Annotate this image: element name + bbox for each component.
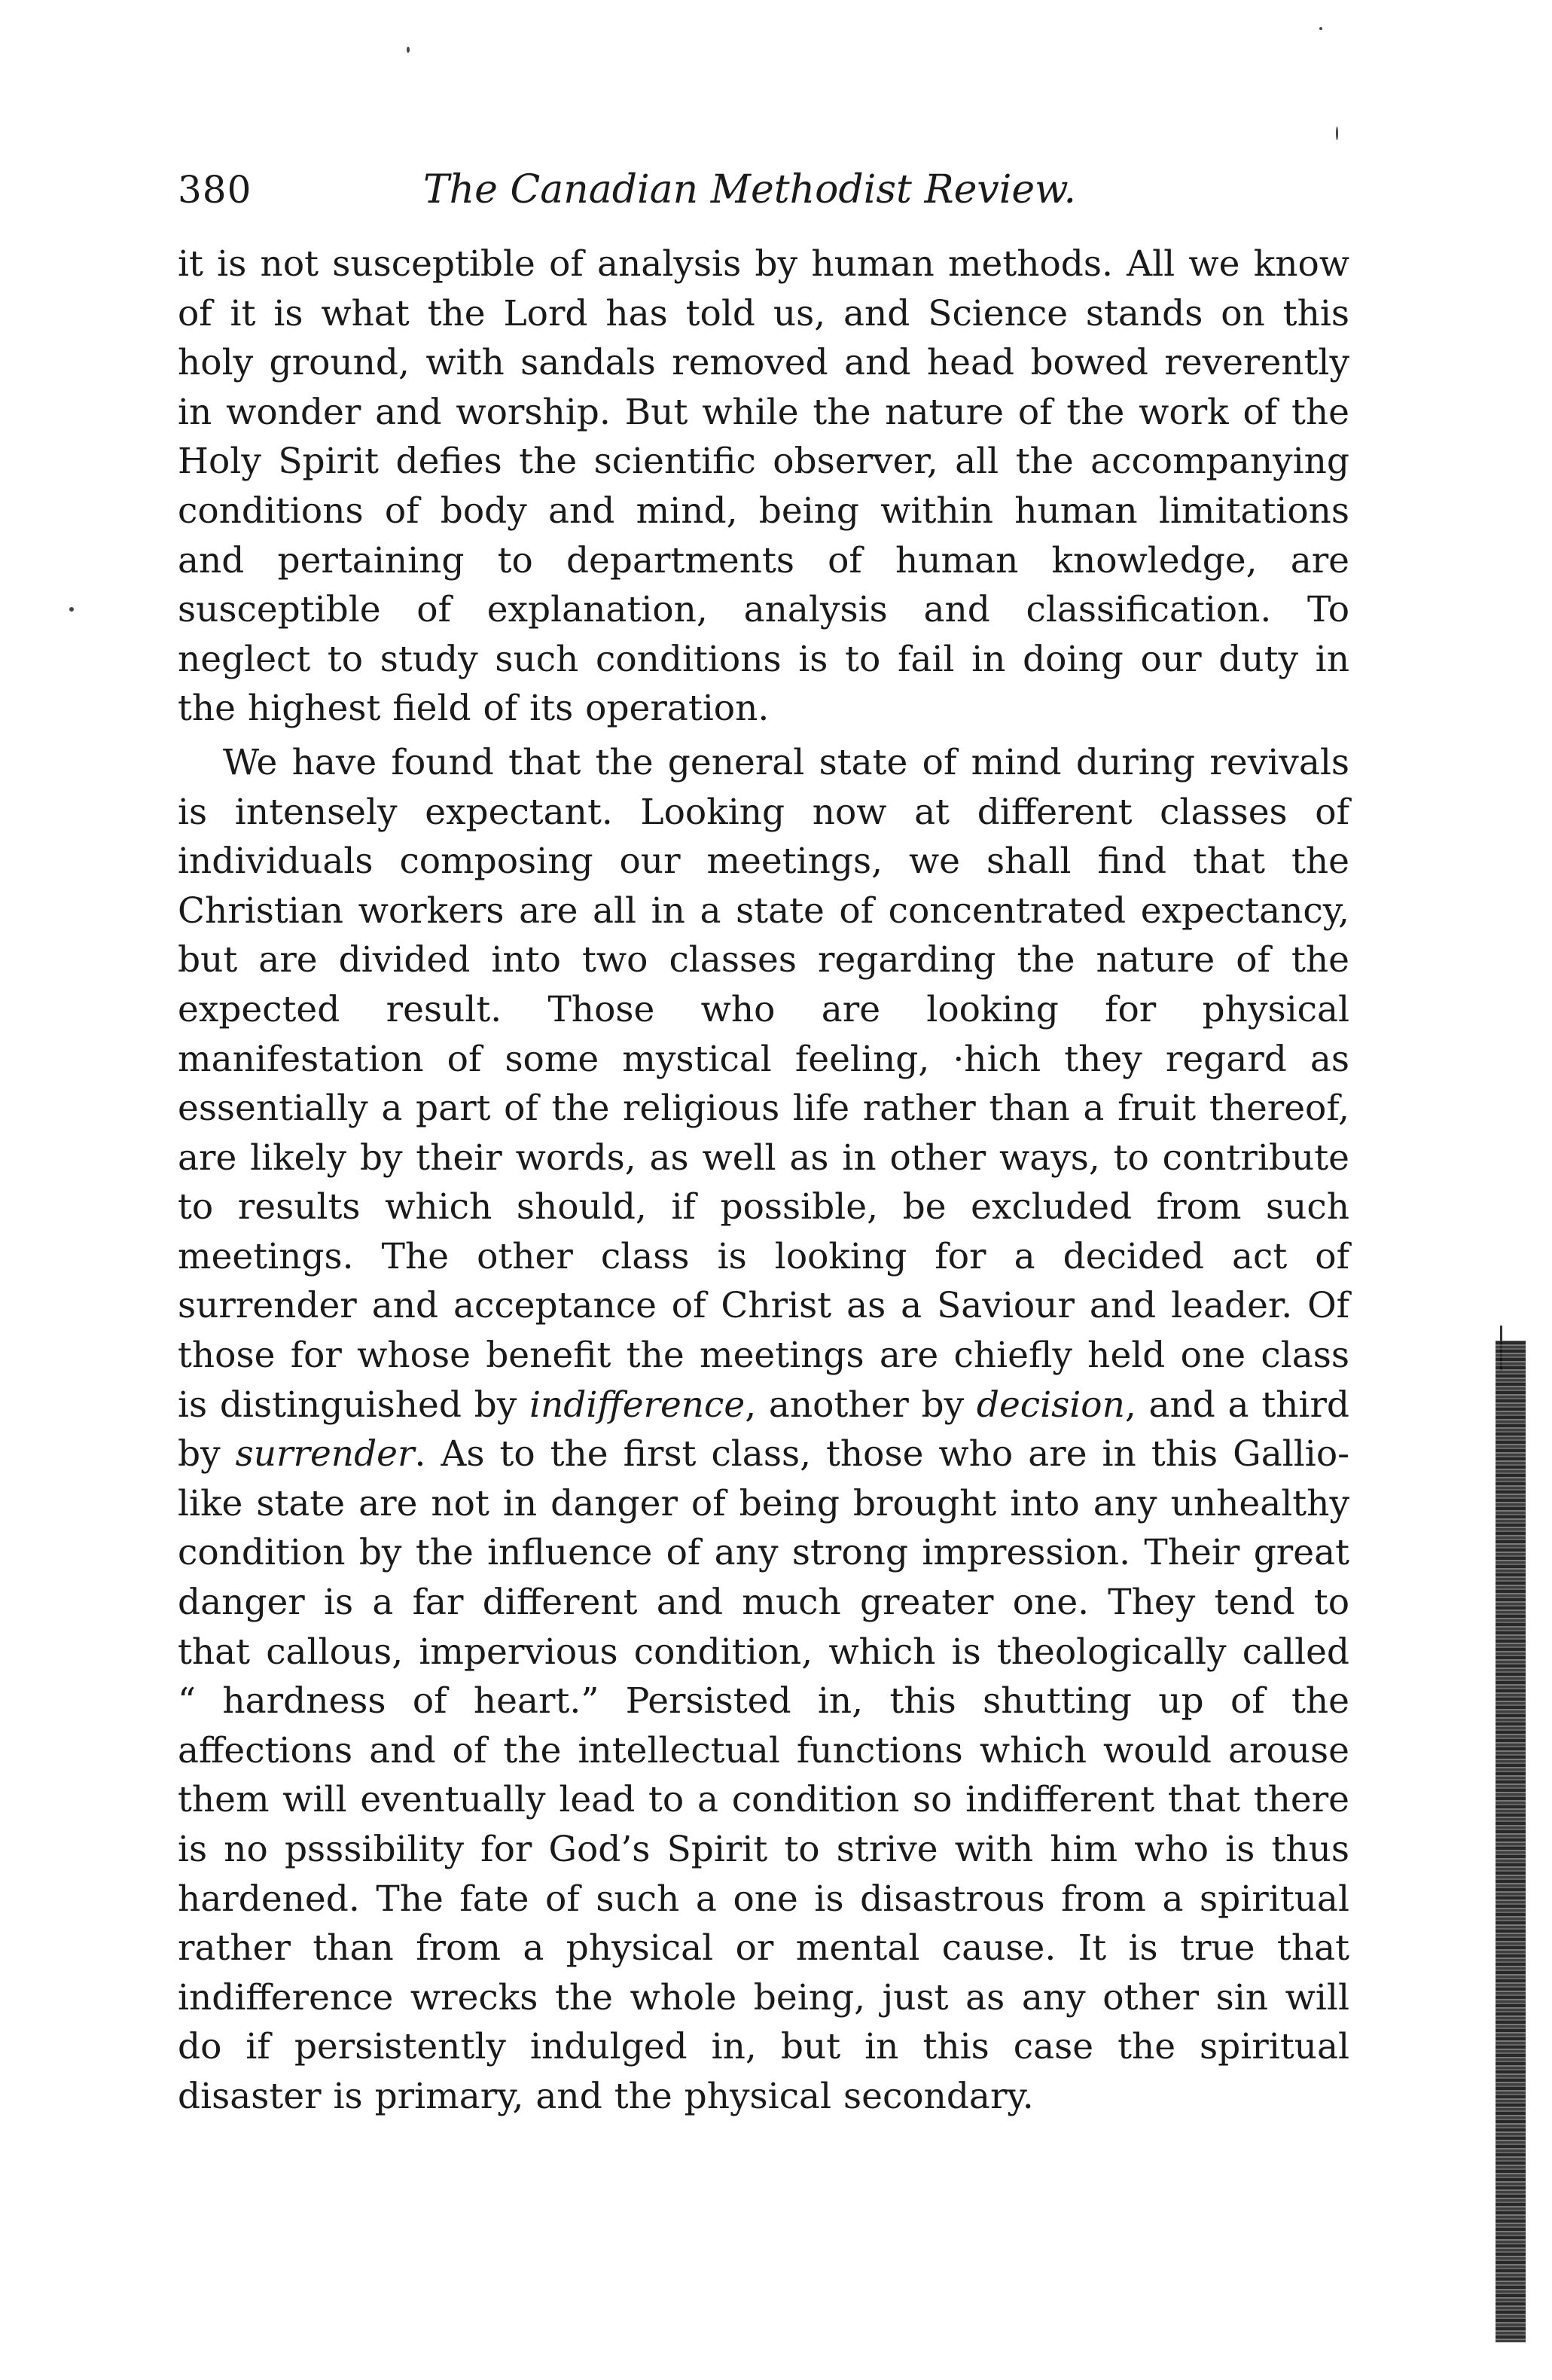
emphasis-surrender: surrender	[235, 1433, 415, 1475]
paragraph-text: , another by	[745, 1384, 977, 1426]
scan-speck	[1336, 127, 1338, 140]
emphasis-indifference: indifference	[529, 1384, 746, 1426]
journal-title: The Canadian Methodist Review.	[423, 167, 1077, 212]
paragraph-revivals	[178, 738, 1349, 2122]
paragraph-continued: it is not susceptible of analysis by human methods. All we know of it is what the Lord has told us, and Science stands on this holy ground, with sandals removed and head bowed reverently in wonder and worship. But while the nature of the work of the Holy Spirit defies the scientific observer, all the accompanying conditions of body and mind, being within human limitations and pertaining to departments of human knowledge, are susceptible of explanation, analysis and classification. To neglect to study such conditions is to fail in doing our duty in the highest field of its operation.	[178, 243, 1349, 730]
paragraph-text: , and a third by	[178, 1384, 1349, 1475]
scan-speck	[407, 47, 410, 53]
binding-edge	[1496, 1341, 1526, 2342]
running-head	[178, 160, 1349, 220]
scan-speck	[69, 607, 74, 612]
paragraph-text: We have found that the general state of mind during revivals is intensely expectant. Looking now at different classes of individuals composing our meetings, we shall find that the Christian workers are all in a state of concentrated expectancy, but are divided into two classes regarding the nature of the expected result. Those who are looking for physical manifestation of some mystical feeling, ·hich they regard as essentially a part of the religious life rather than a fruit thereof, are likely by their words, as well as in other ways, to contribute to results which should, if possible, be excluded from such meetings. The other class is looking for a decided act of surrender and acceptance of Christ as a Saviour and leader. Of those for whose benefit the meetings are chiefly held one class is distinguished by	[178, 741, 1349, 1426]
page-number: 380	[178, 168, 252, 212]
body-text	[178, 240, 1349, 2122]
paragraph-text: . As to the first class, those who are in this Gallio-like state are not in danger of being brought into any unhealthy condition by the influence of any strong impression. Their great danger is a far different and much greater one. They tend to that callous, impervious condition, which is theologically called “ hardness of heart.” Persisted in, this shutting up of the affections and of the intellectual functions which would arouse them will eventually lead to a condition so indifferent that there is no psssibility for God’s Spirit to strive with him who is thus hardened. The fate of such a one is disastrous from a spiritual rather than from a physical or mental cause. It is true that indifference wrecks the whole being, just as any other sin will do if persistently indulged in, but in this case the spiritual disaster is primary, and the physical secondary.	[178, 1433, 1349, 2117]
emphasis-decision: decision	[976, 1384, 1125, 1426]
scan-speck	[1319, 27, 1322, 30]
